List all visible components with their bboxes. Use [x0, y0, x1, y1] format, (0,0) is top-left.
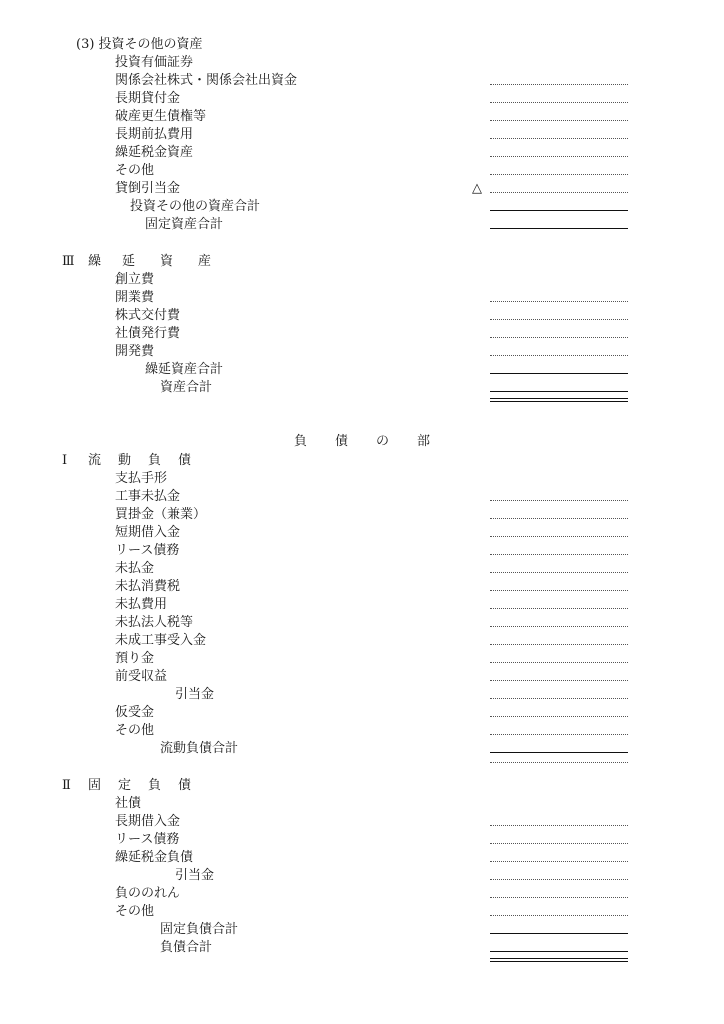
line-item-label: リース債務	[115, 543, 180, 558]
line-item-label: 短期借入金	[115, 525, 181, 540]
dotted-amount-line	[490, 102, 628, 103]
line-item-label: 貸倒引当金	[115, 181, 181, 196]
dotted-amount-line	[490, 120, 628, 121]
dotted-amount-line	[490, 734, 628, 735]
line-item-row	[0, 831, 724, 849]
line-item-label: 支払手形	[115, 471, 168, 486]
deferred-assets-numeral: Ⅲ	[62, 254, 75, 269]
line-item-label: 流動負債合計	[160, 741, 239, 756]
line-item-row	[0, 72, 724, 90]
line-item-row	[0, 921, 724, 939]
line-item-row	[0, 144, 724, 162]
line-item-row	[0, 903, 724, 921]
line-item-label: 破産更生債権等	[115, 109, 207, 124]
line-item-label: 長期前払費用	[115, 127, 194, 142]
dotted-amount-line	[490, 156, 628, 157]
current-liabilities-numeral: Ⅰ	[62, 453, 68, 468]
line-item-row	[0, 126, 724, 144]
line-item-row	[0, 325, 724, 343]
section-closing-line-row	[0, 388, 724, 406]
line-item-row	[0, 668, 724, 686]
line-item-label: 引当金	[175, 687, 215, 702]
line-item-label: 負債合計	[160, 940, 213, 955]
line-item-label: 未払費用	[115, 597, 168, 612]
line-item-row	[0, 542, 724, 560]
line-item-row	[0, 632, 724, 650]
line-item-label: 負ののれん	[115, 886, 181, 901]
deferred-assets-char-4: 産	[198, 254, 212, 269]
dotted-amount-line	[490, 879, 628, 880]
line-item-label: 固定資産合計	[145, 217, 224, 232]
solid-amount-line	[490, 228, 628, 229]
line-item-label: 株式交付費	[115, 308, 181, 323]
line-item-row	[0, 596, 724, 614]
line-item-row	[0, 849, 724, 867]
line-item-label: 買掛金（兼業）	[115, 507, 207, 522]
line-item-label: 固定負債合計	[160, 922, 239, 937]
dotted-amount-line	[490, 554, 628, 555]
line-item-row	[0, 180, 724, 198]
dotted-amount-line	[490, 518, 628, 519]
line-item-row	[0, 795, 724, 813]
line-item-label: 未成工事受入金	[115, 633, 207, 648]
current-liabilities-char-3: 負	[148, 453, 162, 468]
current-liabilities-char-2: 動	[118, 453, 132, 468]
line-item-label: 繰延税金資産	[115, 145, 194, 160]
line-item-row	[0, 578, 724, 596]
dotted-amount-line	[490, 662, 628, 663]
negative-mark: △	[472, 181, 482, 196]
section-closing-line-row	[0, 750, 724, 768]
fixed-liabilities-heading-row	[0, 777, 724, 795]
dotted-amount-line	[490, 861, 628, 862]
line-item-label: 開発費	[115, 344, 155, 359]
fixed-liabilities-numeral: Ⅱ	[62, 778, 71, 793]
line-item-row	[0, 307, 724, 325]
dotted-amount-line	[490, 174, 628, 175]
line-item-label: 投資その他の資産合計	[130, 199, 261, 214]
dotted-amount-line	[490, 698, 628, 699]
line-item-label: 未払消費税	[115, 579, 181, 594]
fixed-liabilities-char-4: 債	[178, 778, 192, 793]
line-item-label: 創立費	[115, 272, 155, 287]
dotted-amount-line	[490, 590, 628, 591]
solid-amount-line	[490, 373, 628, 374]
current-liabilities-heading-row	[0, 452, 724, 470]
dotted-amount-line	[490, 626, 628, 627]
line-item-label: 仮受金	[115, 705, 155, 720]
deferred-assets-char-2: 延	[122, 254, 136, 269]
dotted-amount-line	[490, 500, 628, 501]
line-item-label: 社債発行費	[115, 326, 181, 341]
line-item-label: 社債	[115, 796, 142, 811]
line-item-label: その他	[115, 163, 155, 178]
line-item-label: その他	[115, 904, 155, 919]
line-item-label: 繰延税金負債	[115, 850, 194, 865]
line-item-label: 投資有価証券	[115, 55, 194, 70]
line-item-label: 預り金	[115, 651, 155, 666]
line-item-label: 未払法人税等	[115, 615, 194, 630]
line-item-label: 資産合計	[160, 380, 213, 395]
dotted-closing-line	[490, 762, 628, 763]
liabilities-title-char-2: 債	[334, 434, 348, 449]
deferred-assets-char-3: 資	[160, 254, 174, 269]
line-item-label: 繰延資産合計	[145, 362, 224, 377]
fixed-liabilities-char-3: 負	[148, 778, 162, 793]
liabilities-title-char-4: 部	[417, 434, 431, 449]
solid-amount-line	[490, 210, 628, 211]
dotted-amount-line	[490, 337, 628, 338]
line-item-label: 長期貸付金	[115, 91, 181, 106]
liabilities-title-char-3: の	[376, 434, 390, 449]
line-item-row	[0, 54, 724, 72]
line-item-row	[0, 216, 724, 234]
line-item-row	[0, 614, 724, 632]
line-item-row	[0, 271, 724, 289]
dotted-amount-line	[490, 138, 628, 139]
line-item-row	[0, 885, 724, 903]
line-item-row	[0, 289, 724, 307]
section-closing-line-row	[0, 948, 724, 966]
line-item-row	[0, 198, 724, 216]
dotted-amount-line	[490, 192, 628, 193]
line-item-row	[0, 361, 724, 379]
fixed-liabilities-char-2: 定	[118, 778, 132, 793]
dotted-amount-line	[490, 301, 628, 302]
dotted-amount-line	[490, 680, 628, 681]
line-item-row	[0, 506, 724, 524]
dotted-amount-line	[490, 843, 628, 844]
dotted-amount-line	[490, 825, 628, 826]
investments-heading: (3) 投資その他の資産	[76, 37, 203, 52]
solid-amount-line	[490, 933, 628, 934]
double-closing-line	[490, 958, 628, 962]
dotted-amount-line	[490, 716, 628, 717]
line-item-label: 工事未払金	[115, 489, 181, 504]
line-item-label: その他	[115, 723, 155, 738]
line-item-row	[0, 686, 724, 704]
deferred-assets-heading-row	[0, 253, 724, 271]
line-item-row	[0, 704, 724, 722]
dotted-amount-line	[490, 355, 628, 356]
line-item-label: 引当金	[175, 868, 215, 883]
line-item-row	[0, 488, 724, 506]
line-item-row	[0, 650, 724, 668]
line-item-label: リース債務	[115, 832, 180, 847]
line-item-row	[0, 867, 724, 885]
double-closing-line	[490, 398, 628, 402]
dotted-amount-line	[490, 572, 628, 573]
current-liabilities-char-4: 債	[178, 453, 192, 468]
line-item-row	[0, 90, 724, 108]
line-item-row	[0, 813, 724, 831]
dotted-amount-line	[490, 897, 628, 898]
line-item-row	[0, 722, 724, 740]
dotted-amount-line	[490, 608, 628, 609]
dotted-amount-line	[490, 319, 628, 320]
dotted-amount-line	[490, 84, 628, 85]
investments-heading-row	[0, 36, 724, 54]
line-item-label: 長期借入金	[115, 814, 181, 829]
liabilities-section-title	[0, 433, 724, 451]
line-item-label: 前受収益	[115, 669, 168, 684]
dotted-amount-line	[490, 536, 628, 537]
line-item-label: 未払金	[115, 561, 155, 576]
line-item-row	[0, 108, 724, 126]
current-liabilities-char-1: 流	[88, 453, 102, 468]
line-item-row	[0, 470, 724, 488]
line-item-label: 関係会社株式・関係会社出資金	[115, 73, 298, 88]
line-item-label: 開業費	[115, 290, 155, 305]
line-item-row	[0, 343, 724, 361]
dotted-amount-line	[490, 644, 628, 645]
deferred-assets-char-1: 繰	[88, 254, 102, 269]
liabilities-title-char-1: 負	[293, 434, 307, 449]
dotted-amount-line	[490, 915, 628, 916]
line-item-row	[0, 560, 724, 578]
line-item-row	[0, 162, 724, 180]
fixed-liabilities-char-1: 固	[88, 778, 102, 793]
line-item-row	[0, 524, 724, 542]
